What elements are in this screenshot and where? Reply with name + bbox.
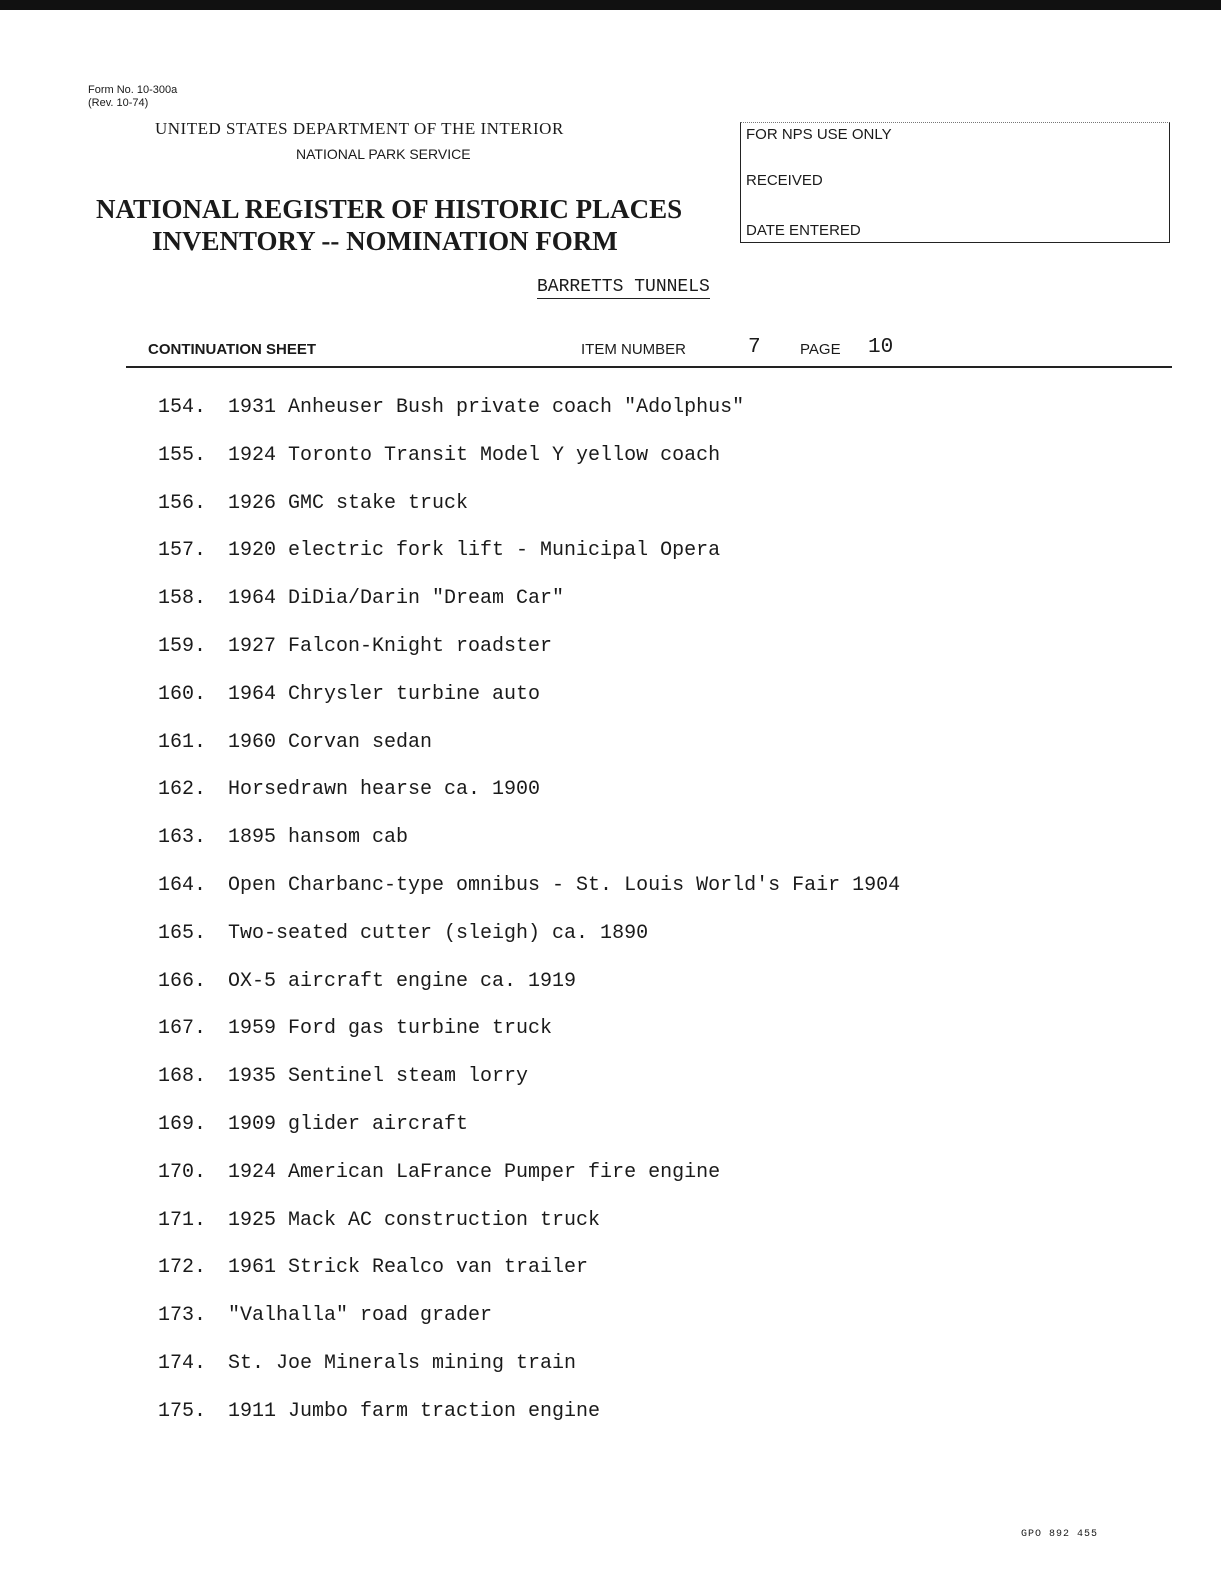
item-number: 163.: [158, 826, 207, 850]
item-description: 1909 glider aircraft: [228, 1112, 469, 1136]
list-item: [0, 581, 1221, 629]
property-name: BARRETTS TUNNELS: [537, 277, 710, 297]
list-item: [0, 964, 1221, 1012]
item-description: OX-5 aircraft engine ca. 1919: [228, 969, 577, 993]
gpo-print-code: GPO 892 455: [1021, 1529, 1099, 1540]
item-number: 167.: [158, 1017, 207, 1041]
item-number: 158.: [158, 587, 207, 611]
item-description: 1925 Mack AC construction truck: [228, 1208, 601, 1232]
item-description: Open Charbanc-type omnibus - St. Louis World's Fair 1904: [228, 873, 901, 897]
item-number: 155.: [158, 443, 207, 467]
item-description: 1924 Toronto Transit Model Y yellow coach: [228, 443, 721, 467]
continuation-sheet-label: CONTINUATION SHEET: [148, 341, 317, 358]
item-number: 161.: [158, 730, 207, 754]
item-number: 165.: [158, 921, 207, 945]
item-number: 172.: [158, 1256, 207, 1280]
form-number: Form No. 10-300a (Rev. 10-74): [88, 84, 178, 109]
item-number: 166.: [158, 969, 207, 993]
list-item: [0, 1394, 1221, 1442]
item-description: 1960 Corvan sedan: [228, 730, 433, 754]
item-number-label: ITEM NUMBER: [581, 341, 686, 358]
item-description: 1920 electric fork lift - Municipal Opera: [228, 539, 721, 563]
item-number: 157.: [158, 539, 207, 563]
item-number: 173.: [158, 1304, 207, 1328]
item-number: 159.: [158, 634, 207, 658]
item-number: 160.: [158, 682, 207, 706]
form-title-line1: NATIONAL REGISTER OF HISTORIC PLACES: [96, 194, 683, 224]
page-label: PAGE: [800, 341, 841, 358]
department-heading: UNITED STATES DEPARTMENT OF THE INTERIOR: [155, 119, 564, 138]
item-description: 1961 Strick Realco van trailer: [228, 1256, 589, 1280]
item-number: 171.: [158, 1208, 207, 1232]
item-description: 1927 Falcon-Knight roadster: [228, 634, 553, 658]
item-description: 1964 DiDia/Darin "Dream Car": [228, 587, 565, 611]
list-item: [0, 486, 1221, 534]
list-item: [0, 1346, 1221, 1394]
list-item: [0, 1011, 1221, 1059]
item-number: 170.: [158, 1160, 207, 1184]
list-item: [0, 1250, 1221, 1298]
item-description: St. Joe Minerals mining train: [228, 1351, 577, 1375]
item-description: 1924 American LaFrance Pumper fire engine: [228, 1160, 721, 1184]
service-heading: NATIONAL PARK SERVICE: [296, 146, 471, 162]
received-field: RECEIVED: [746, 172, 823, 189]
list-item: [0, 390, 1221, 438]
item-description: 1935 Sentinel steam lorry: [228, 1065, 529, 1089]
item-number: 169.: [158, 1112, 207, 1136]
item-number: 154.: [158, 396, 207, 419]
item-description: 1895 hansom cab: [228, 826, 409, 850]
list-item: [0, 677, 1221, 725]
nps-box-header: FOR NPS USE ONLY: [746, 126, 892, 143]
list-item: [0, 772, 1221, 820]
list-item: [0, 916, 1221, 964]
date-entered-field: DATE ENTERED: [746, 222, 861, 239]
item-number: 168.: [158, 1065, 207, 1089]
item-description: 1911 Jumbo farm traction engine: [228, 1399, 601, 1423]
list-item: [0, 629, 1221, 677]
list-item: [0, 1203, 1221, 1251]
item-description: 1931 Anheuser Bush private coach "Adolphus": [228, 396, 745, 419]
list-item: [0, 1298, 1221, 1346]
item-description: Two-seated cutter (sleigh) ca. 1890: [228, 921, 649, 945]
list-item: [0, 533, 1221, 581]
inventory-list: [0, 390, 1221, 1442]
list-item: [0, 1059, 1221, 1107]
list-item: [0, 438, 1221, 486]
header-rule: [126, 366, 1172, 368]
page-number-value: 10: [868, 336, 894, 359]
item-number: 174.: [158, 1351, 207, 1375]
form-title-line2: INVENTORY -- NOMINATION FORM: [152, 226, 618, 256]
list-item: [0, 868, 1221, 916]
list-item: [0, 1107, 1221, 1155]
item-description: 1964 Chrysler turbine auto: [228, 682, 541, 706]
item-description: 1959 Ford gas turbine truck: [228, 1017, 553, 1041]
item-number: 164.: [158, 873, 207, 897]
nps-use-only-box: [740, 122, 1170, 243]
list-item: [0, 820, 1221, 868]
item-description: Horsedrawn hearse ca. 1900: [228, 778, 541, 802]
top-scan-border: [0, 0, 1221, 10]
item-number: 175.: [158, 1399, 207, 1423]
list-item: [0, 1155, 1221, 1203]
item-description: "Valhalla" road grader: [228, 1304, 493, 1328]
list-item: [0, 725, 1221, 773]
item-number-value: 7: [748, 336, 761, 359]
item-number: 162.: [158, 778, 207, 802]
item-number: 156.: [158, 491, 207, 515]
item-description: 1926 GMC stake truck: [228, 491, 469, 515]
